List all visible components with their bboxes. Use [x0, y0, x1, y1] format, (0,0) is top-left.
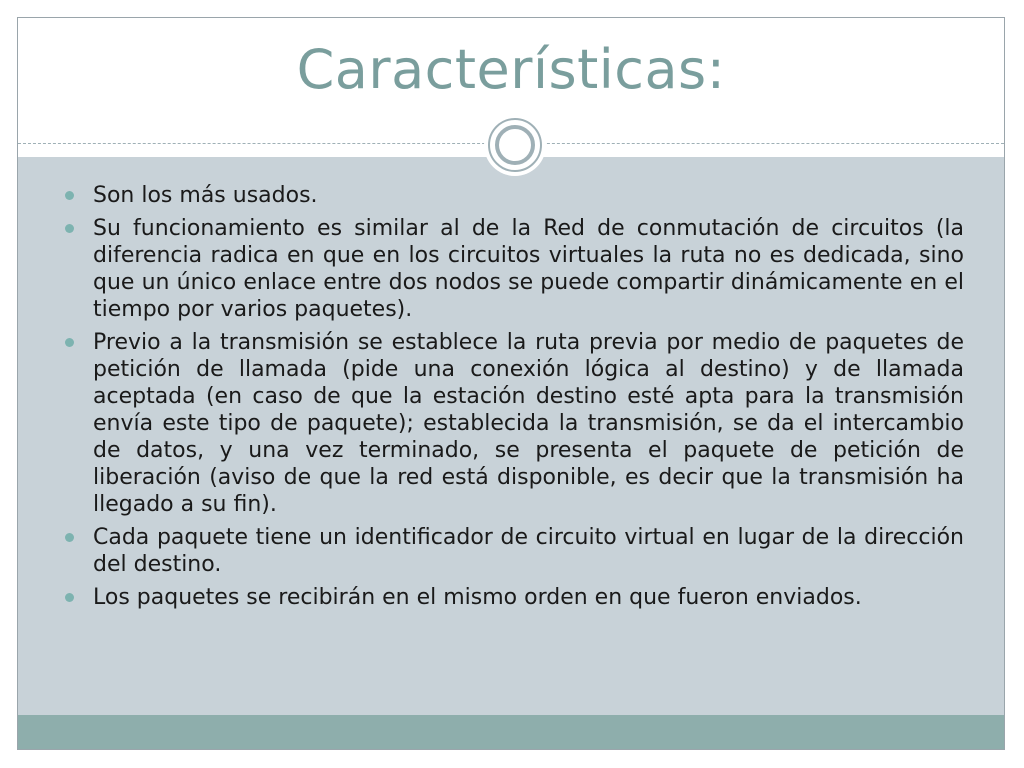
bullet-text: Son los más usados. [93, 183, 318, 208]
bullet-dot-icon [65, 533, 74, 542]
bullet-dot-icon [65, 224, 74, 233]
bullet-text: Previo a la transmisión se establece la ruta previa por medio de paquetes de petición de llamada (pide una conexión lógica al destino) y de llamada aceptada (en caso de que la estación destino esté apta para la transmisión envía este tipo de paquete); establecida la transmisión, se da el intercambio de datos, y una vez terminado, se presenta el paquete de petición de liberación (aviso de que la red está disponible, es decir que la transmisión ha llegado a su fin). [93, 330, 964, 517]
bullet-item [18, 524, 1004, 578]
slide-title: Características: [296, 38, 726, 101]
bullet-dot-icon [65, 593, 74, 602]
slide [17, 17, 1005, 750]
bullet-text: Cada paquete tiene un identificador de circuito virtual en lugar de la dirección del destino. [93, 525, 964, 577]
bullet-item [18, 584, 1004, 611]
bullet-item [18, 329, 1004, 518]
bullet-dot-icon [65, 191, 74, 200]
decorative-ring-icon [488, 118, 542, 172]
decorative-ring-inner [495, 125, 535, 165]
bullet-list [18, 182, 1004, 617]
bullet-text: Su funcionamiento es similar al de la Red de conmutación de circuitos (la diferencia radica en que en los circuitos virtuales la ruta no es dedicada, sino que un único enlace entre dos nodos se puede compartir dinámicamente en el tiempo por varios paquetes). [93, 216, 964, 322]
bullet-item [18, 182, 1004, 209]
footer-bar [18, 715, 1004, 750]
bullet-item [18, 215, 1004, 323]
bullet-text: Los paquetes se recibirán en el mismo orden en que fueron enviados. [93, 585, 862, 610]
bullet-dot-icon [65, 338, 74, 347]
